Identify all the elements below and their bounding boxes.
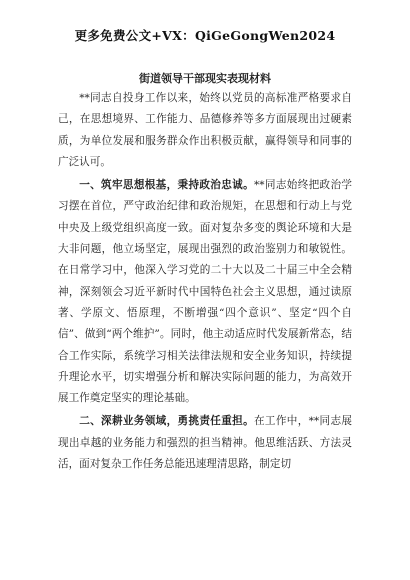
intro-paragraph <box>58 88 352 173</box>
document-body <box>58 88 352 475</box>
section-2-paragraph <box>58 411 352 475</box>
intro-text: **同志自投身工作以来，始终以党员的高标准严格要求自己，在思想境界、工作能力、品德修养等多方面展现出过硬素质，为单位发展和服务群众作出积极贡献，赢得领导和同事的广泛认可。 <box>58 92 352 168</box>
document-title: 街道领导干部现实表现材料 <box>139 72 271 85</box>
section-1-paragraph <box>58 175 352 409</box>
section-2-heading: 二、深耕业务领域，勇挑责任重担。 <box>79 415 254 428</box>
section-1-text: **同志始终把政治学习摆在首位，严守政治纪律和政治规矩，在思想和行动上与党中央及上级党组织高度一致。面对复杂多变的舆论环境和大是大非问题，他立场坚定，展现出强烈的政治鉴别力和敏锐性。在日常学习中，他深入学习党的二十大以及二十届三中全会精神，深刻领会习近平新时代中国特色社会主义思想，通过读原著、学原文、悟原理，不断增强“四个意识”、坚定“四个自信”、做到“两个维护”。同时，他主动适应时代发展新常态，结合工作实际，系统学习相关法律法规和安全业务知识，持续提升理论水平，切实增强分析和解决实际问题的能力，为高效开展工作奠定坚实的理论基础。 <box>58 179 352 405</box>
section-2-text: 在工作中，**同志展现出卓越的业务能力和强烈的担当精神。他思维活跃、方法灵活，面对复杂工作任务总能迅速理清思路，制定切 <box>58 415 352 471</box>
section-1-heading: 一、筑牢思想根基，秉持政治忠诚。 <box>79 179 254 192</box>
watermark-header: 更多免费公文+VX：QiGeGongWen2024 <box>74 28 336 43</box>
